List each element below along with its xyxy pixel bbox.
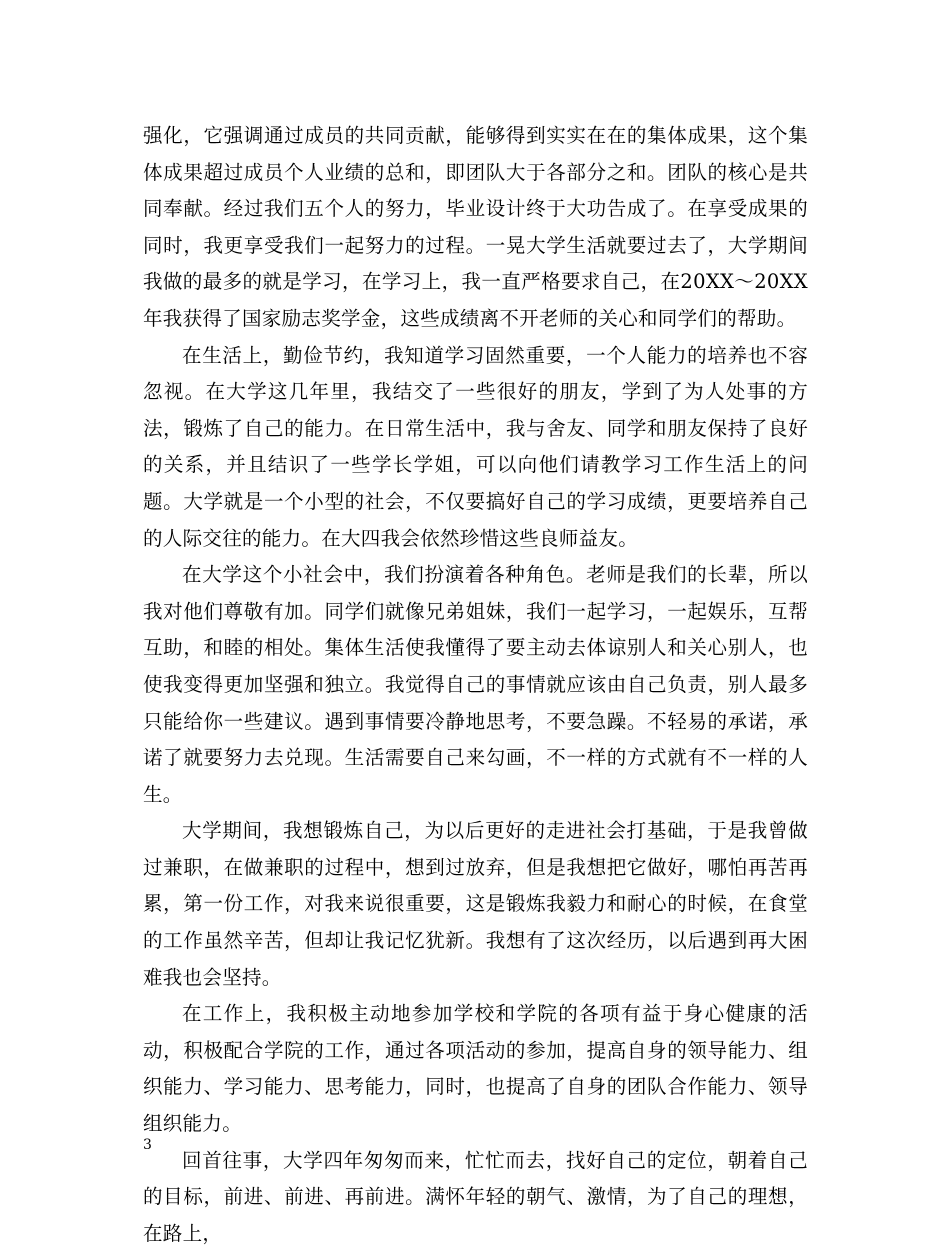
paragraph-3: 在大学这个小社会中，我们扮演着各种角色。老师是我们的长辈，所以我对他们尊敬有加。同学们就像兄弟姐妹，我们一起学习，一起娱乐，互帮互助，和睦的相处。集体生活使我懂得了要主动去体谅别人和关心别人，也使我变得更加坚强和独立。我觉得自己的事情就应该由自己负责，别人最多只能给你一些建议。遇到事情要冷静地思考，不要急躁。不轻易的承诺，承诺了就要努力去兑现。生活需要自己来勾画，不一样的方式就有不一样的人生。 — [143, 563, 808, 806]
page-number: 3 — [143, 1137, 152, 1153]
paragraph-4: 大学期间，我想锻炼自己，为以后更好的走进社会打基础，于是我曾做过兼职，在做兼职的过程中，想到过放弃，但是我想把它做好，哪怕再苦再累，第一份工作，对我来说很重要，这是锻炼我毅力和耐心的时候，在食堂的工作虽然辛苦，但却让我记忆犹新。我想有了这次经历，以后遇到再大困难我也会坚持。 — [143, 819, 808, 989]
paragraph-5: 在工作上，我积极主动地参加学校和学院的各项有益于身心健康的活动，积极配合学院的工作，通过各项活动的参加，提高自身的领导能力、组织能力、学习能力、思考能力，同时，也提高了自身的团队合作能力、领导组织能力。 — [143, 1002, 808, 1136]
paragraph-1: 强化，它强调通过成员的共同贡献，能够得到实实在在的集体成果，这个集体成果超过成员个人业绩的总和，即团队大于各部分之和。团队的核心是共同奉献。经过我们五个人的努力，毕业设计终于大功告成了。在享受成果的同时，我更享受我们一起努力的过程。一晃大学生活就要过去了，大学期间我做的最多的就是学习，在学习上，我一直严格要求自己，在20XX～20XX年我获得了国家励志奖学金，这些成绩离不开老师的关心和同学们的帮助。 — [143, 124, 808, 330]
paragraph-6: 回首往事，大学四年匆匆而来，忙忙而去，找好自己的定位，朝着自己的目标，前进、前进、再前进。满怀年轻的朝气、激情，为了自己的理想，在路上， — [143, 1148, 808, 1245]
paragraph-2: 在生活上，勤俭节约，我知道学习固然重要，一个人能力的培养也不容忽视。在大学这几年里，我结交了一些很好的朋友，学到了为人处事的方法，锻炼了自己的能力。在日常生活中，我与舍友、同学和朋友保持了良好的关系，并且结识了一些学长学姐，可以向他们请教学习工作生活上的问题。大学就是一个小型的社会，不仅要搞好自己的学习成绩，更要培养自己的人际交往的能力。在大四我会依然珍惜这些良师益友。 — [143, 343, 808, 550]
document-body — [143, 118, 808, 1252]
